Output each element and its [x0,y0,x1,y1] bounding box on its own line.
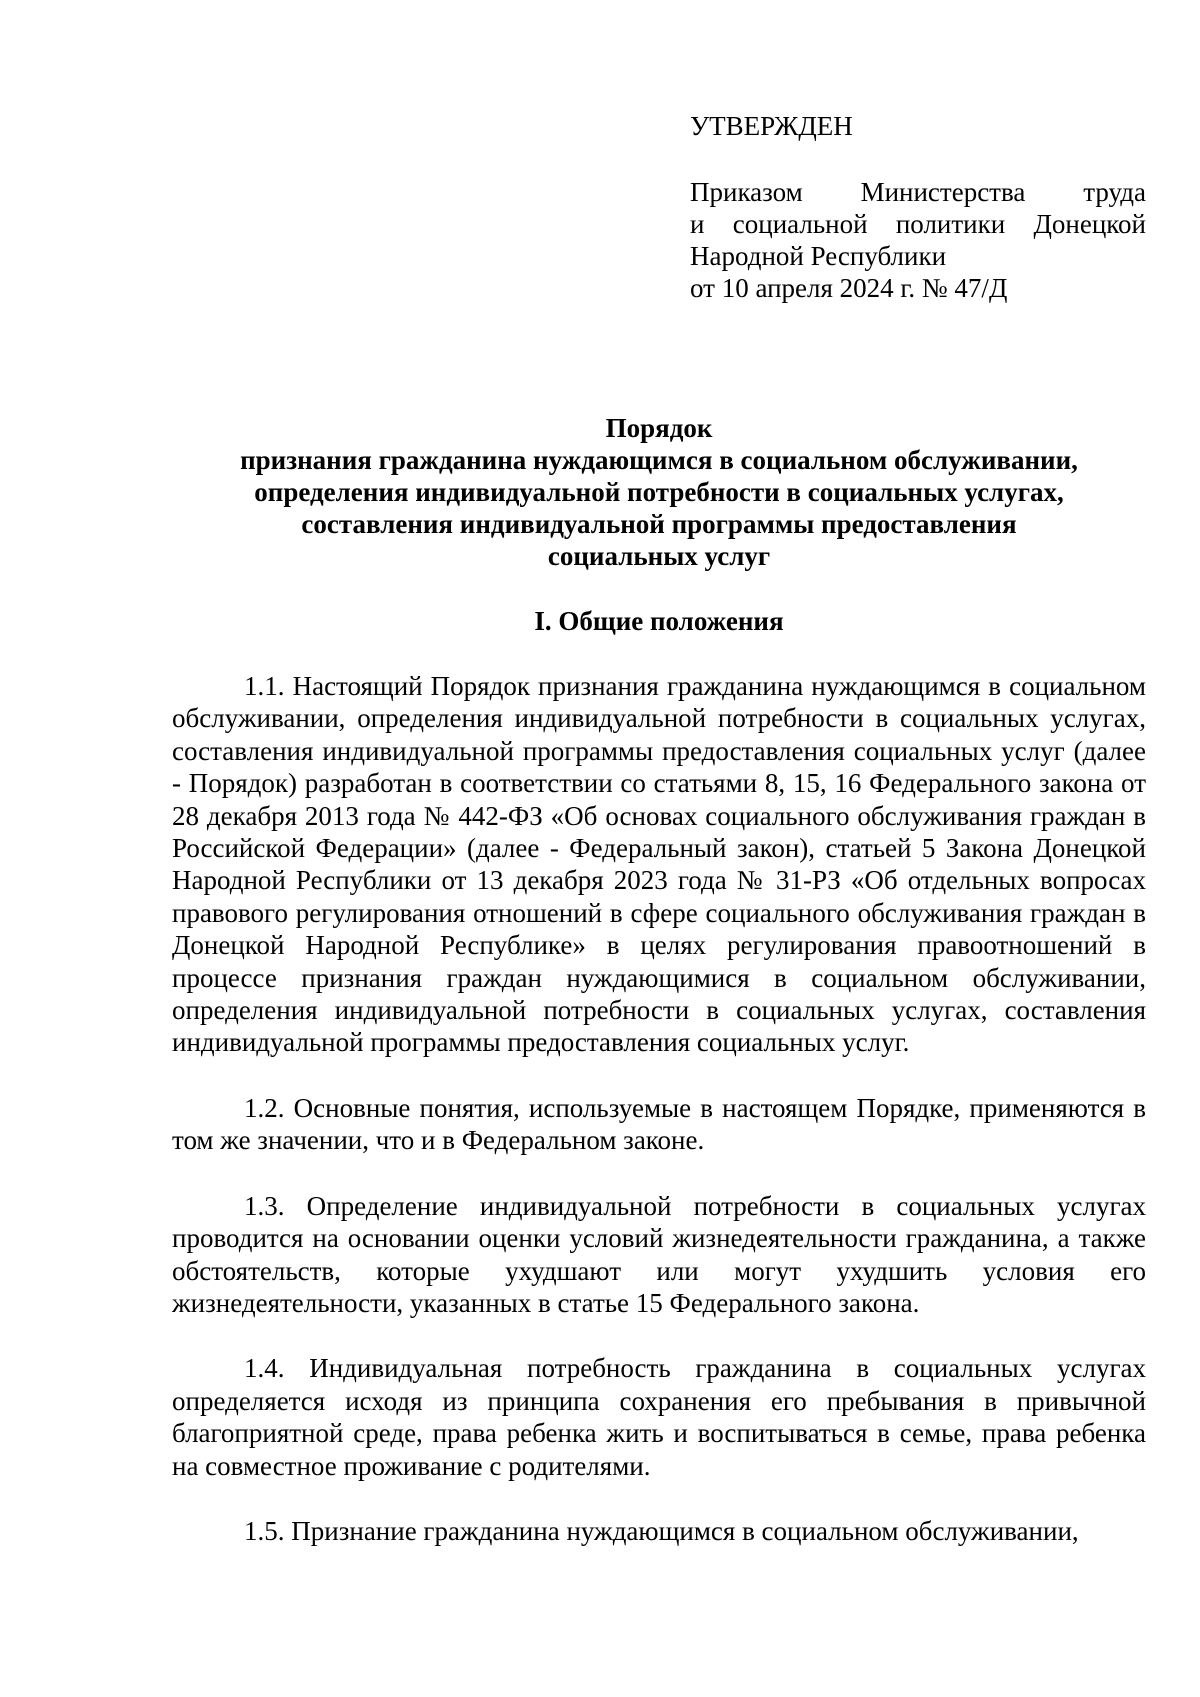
paragraph-1-3: 1.3. Определение индивидуальной потребности в социальных услугах проводится на основании оценки условий жизнедеятельности гражданина, а также обстоятельств, которые ухудшают или могут ухудшить условия его жизнедеятельности, указанных в статье 15 Федерального закона. [172,1190,1146,1318]
paragraph-1-1: 1.1. Настоящий Порядок признания гражданина нуждающимся в социальном обслуживании, определения индивидуальной потребности в социальных услугах, составления индивидуальной программы предоставления социальных услуг (далее - Порядок) разработан в соответствии со статьями 8, 15, 16 Федерального закона от 28 декабря 2013 года № 442-ФЗ «Об основах социального обслуживания граждан в Российской Федерации» (далее - Федеральный закон), статьей 5 Закона Донецкой Народной Республики от 13 декабря 2023 года № 31-РЗ «Об отдельных вопросах правового регулирования отношений в сфере социального обслуживания граждан в Донецкой Народной Республике» в целях регулирования правоотношений в процессе признания граждан нуждающимися в социальном обслуживании, определения индивидуальной потребности в социальных услугах, составления индивидуальной программы предоставления социальных услуг. [172,671,1146,1058]
paragraph-1-2: 1.2. Основные понятия, используемые в настоящем Порядке, применяются в том же значении, что и в Федеральном законе. [172,1092,1146,1156]
approval-stamp [690,110,1146,304]
title-line: признания гражданина нуждающимся в социальном обслуживании, [240,445,1078,475]
approval-line: Народной Республики [690,241,947,271]
title-line: социальных услуг [547,541,771,571]
paragraph-1-5: 1.5. Признание гражданина нуждающимся в социальном обслуживании, [244,1515,1079,1546]
title-line: Порядок [605,413,713,443]
paragraph-1-4: 1.4. Индивидуальная потребность гражданина в социальных услугах определяется исходя из принципа сохранения его пребывания в привычной благоприятной среде, права ребенка жить и воспитываться в семье, права ребенка на совместное проживание с родителями. [172,1353,1146,1481]
approval-title: УТВЕРЖДЕН [690,111,853,141]
title-line: составления индивидуальной программы предоставления [301,509,1017,539]
approval-line: от 10 апреля 2024 г. № 47/Д [690,273,1008,303]
approval-details [690,176,1146,304]
document-body [172,670,1146,1580]
approval-line: Приказом Министерства труда [690,177,1146,207]
document-title [172,412,1146,572]
title-line: определения индивидуальной потребности в социальных услугах, [254,477,1064,507]
approval-line: и социальной политики Донецкой [690,209,1146,239]
section-heading: I. Общие положения [534,606,784,636]
